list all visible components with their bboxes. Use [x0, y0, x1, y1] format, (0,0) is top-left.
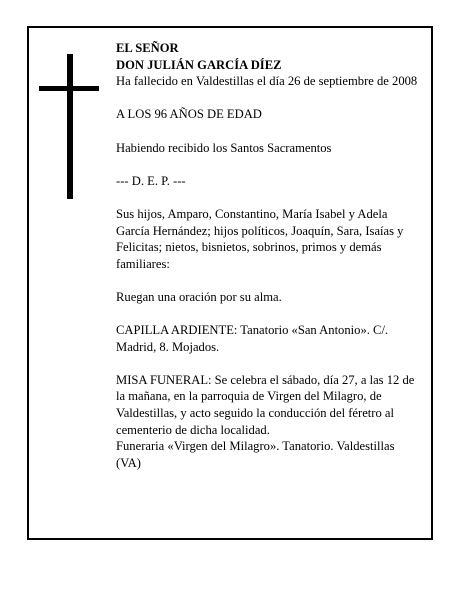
spacer	[116, 189, 422, 206]
prayer-request: Ruegan una oración por su alma.	[116, 289, 282, 304]
heading-line-1: EL SEÑOR	[116, 41, 179, 55]
spacer	[116, 272, 422, 289]
spacer	[116, 90, 422, 107]
spacer	[116, 156, 422, 173]
obituary-text	[116, 40, 422, 471]
sacraments-statement: Habiendo recibido los Santos Sacramentos	[116, 140, 332, 155]
death-statement: Ha fallecido en Valdestillas el día 26 de septiembre de 2008	[116, 74, 418, 89]
funeral-home-info: Funeraria «Virgen del Milagro». Tanatorio. Valdestillas (VA)	[116, 439, 395, 470]
rip-line: --- D. E. P. ---	[116, 173, 186, 188]
obituary-notice	[27, 26, 433, 540]
spacer	[116, 355, 422, 372]
cross-icon	[39, 54, 99, 199]
age-statement: A LOS 96 AÑOS DE EDAD	[116, 107, 262, 122]
family-paragraph: Sus hijos, Amparo, Constantino, María Isabel y Adela García Hernández; hijos políticos, Joaquín, Sara, Isaías y Felicitas; nietos, bisnietos, sobrinos, primos y demás familiares:	[116, 206, 404, 271]
chapel-info: CAPILLA ARDIENTE: Tanatorio «San Antonio». C/. Madrid, 8. Mojados.	[116, 323, 389, 354]
mass-info: MISA FUNERAL: Se celebra el sábado, día 27, a las 12 de la mañana, en la parroquia de Virgen del Milagro, de Valdestillas, y acto seguido la conducción del féretro al cementerio de dicha localidad.	[116, 372, 415, 437]
spacer	[116, 306, 422, 323]
spacer	[116, 123, 422, 140]
cross-horizontal-bar	[39, 86, 99, 91]
cross-vertical-bar	[67, 54, 73, 199]
deceased-name: DON JULIÁN GARCÍA DÍEZ	[116, 57, 282, 72]
